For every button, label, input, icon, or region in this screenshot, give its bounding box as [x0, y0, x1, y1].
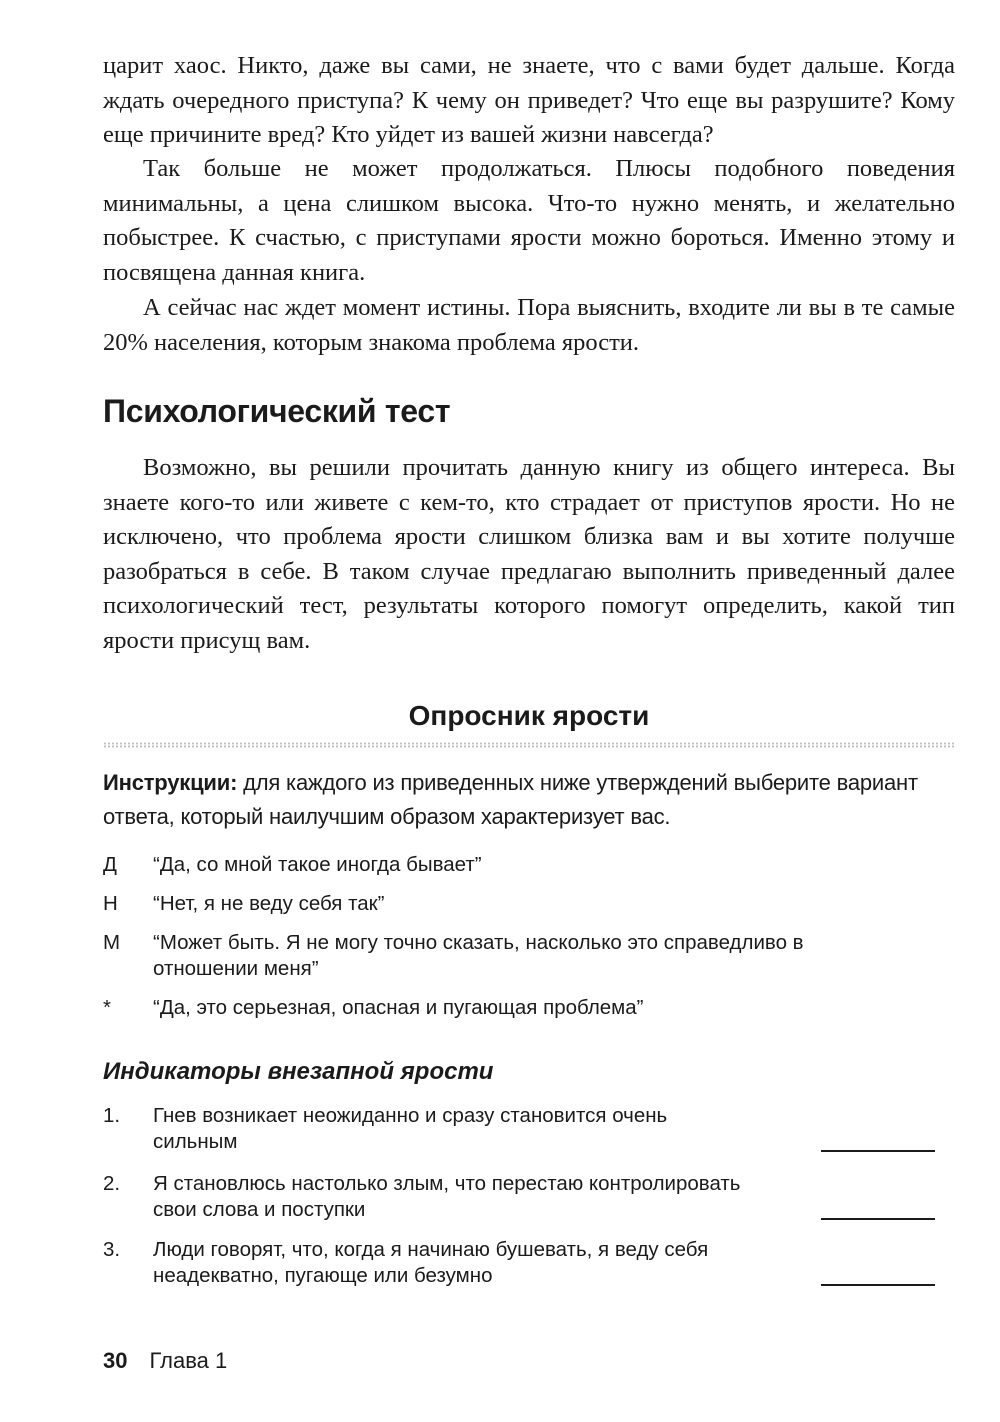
- question-text: Люди говорят, что, когда я начинаю бушевать, я веду себя неадекватно, пугающе или безумно: [153, 1238, 709, 1287]
- page-number: 30: [103, 1348, 128, 1373]
- question-text: Я становлюсь настолько злым, что перестаю контролировать свои слова и поступки: [153, 1172, 741, 1221]
- answer-blank[interactable]: [821, 1284, 935, 1286]
- instructions-text: для каждого из приведенных ниже утверждений выберите вариант ответа, который наилучшим образом характеризует вас.: [103, 770, 918, 829]
- legend-text: “Нет, я не веду себя так”: [153, 892, 385, 915]
- answer-blank[interactable]: [821, 1150, 935, 1152]
- question-number: 1.: [103, 1104, 121, 1127]
- intro-paragraph-1: царит хаос. Никто, даже вы сами, не знаете, что с вами будет дальше. Когда ждать очередного приступа? К чему он приведет? Что еще вы разрушите? Кому еще причините вред? Кто уйдет из вашей жизни навсегда?: [103, 52, 955, 148]
- instructions: [103, 766, 955, 834]
- legend-text: “Да, это серьезная, опасная и пугающая проблема”: [153, 996, 644, 1019]
- question-number: 2.: [103, 1172, 121, 1195]
- chapter-label: Глава 1: [149, 1348, 228, 1373]
- legend-code: Д: [103, 853, 117, 876]
- legend-code: М: [103, 931, 121, 954]
- legend-code: *: [103, 996, 111, 1019]
- question-number: 3.: [103, 1238, 121, 1261]
- question-text: Гнев возникает неожиданно и сразу становится очень сильным: [153, 1104, 668, 1153]
- answer-blank[interactable]: [821, 1218, 935, 1220]
- intro-paragraph-3: А сейчас нас ждет момент истины. Пора выяснить, входите ли вы в те самые 20% населения, которым знакома проблема ярости.: [103, 294, 955, 356]
- page-footer: [103, 1347, 227, 1375]
- dotted-divider: [103, 742, 955, 748]
- legend-text: “Да, со мной такое иногда бывает”: [153, 853, 482, 876]
- subsection-title: Индикаторы внезапной ярости: [103, 1058, 494, 1085]
- legend-code: Н: [103, 892, 118, 915]
- intro-paragraph-2: Так больше не может продолжаться. Плюсы подобного поведения минимальны, а цена слишком высока. Что-то нужно менять, и желательно побыстрее. К счастью, с приступами ярости можно бороться. Именно этому и посвящена данная книга.: [103, 155, 955, 286]
- legend-text: “Может быть. Я не могу точно сказать, насколько это справедливо в отношении меня”: [153, 931, 804, 980]
- questionnaire-title: Опросник ярости: [408, 700, 650, 731]
- section-paragraph: Возможно, вы решили прочитать данную книгу из общего интереса. Вы знаете кого-то или живете с кем-то, кто страдает от приступов ярости. Но не исключено, что проблема ярости слишком близка вам и вы хотите получше разобраться в себе. В таком случае предлагаю выполнить приведенный далее психологический тест, результаты которого помогут определить, какой тип ярости присущ вам.: [103, 454, 955, 654]
- section-title: Психологический тест: [103, 393, 451, 429]
- instructions-label: Инструкции:: [103, 770, 238, 795]
